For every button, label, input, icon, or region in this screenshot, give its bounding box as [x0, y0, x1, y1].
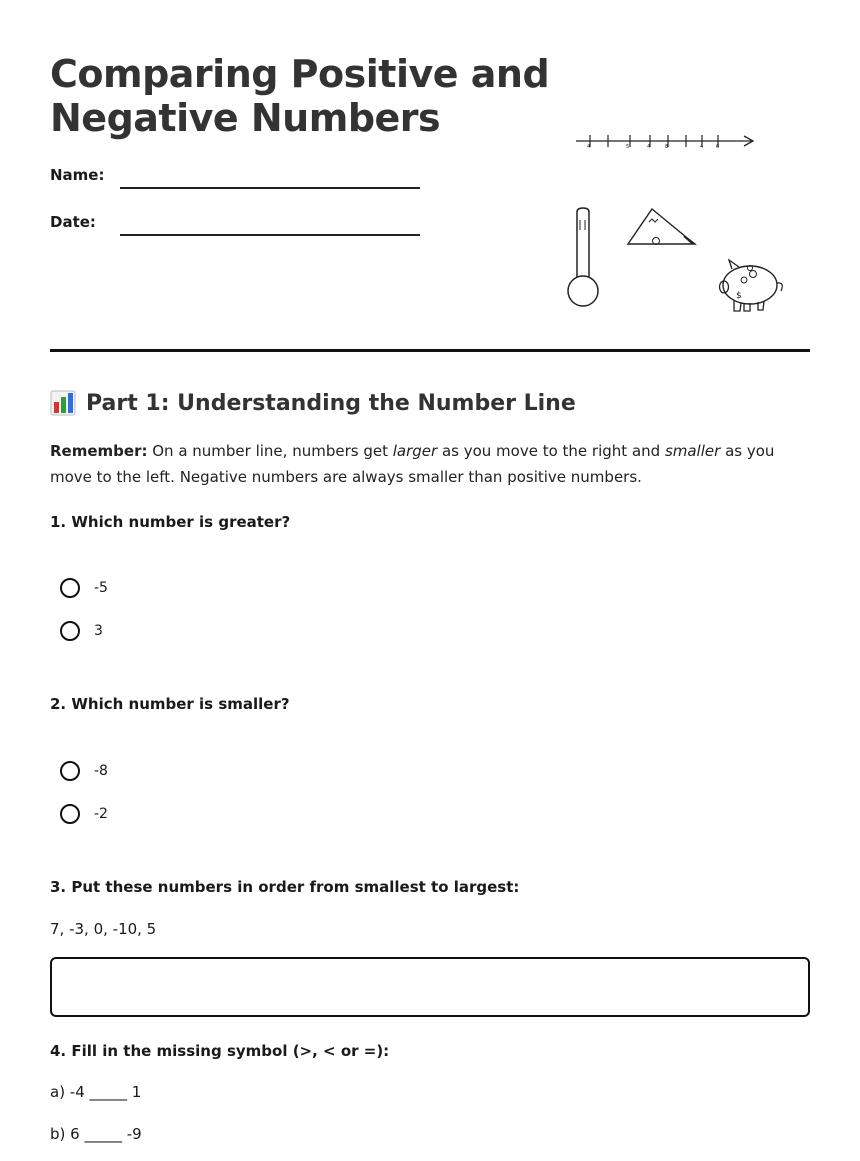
radio-button[interactable]: [60, 578, 80, 598]
remember-note: [50, 438, 820, 490]
svg-text:6: 6: [716, 144, 720, 150]
option-label: 3: [94, 623, 103, 639]
section-title: Part 1: Understanding the Number Line: [86, 390, 576, 416]
page-title: Comparing Positive and Negative Numbers: [50, 52, 550, 140]
question-3: 3. Put these numbers in order from smallest to largest:: [50, 878, 520, 896]
question-4: 4. Fill in the missing symbol (>, < or =):: [50, 1042, 390, 1060]
name-field[interactable]: [120, 187, 420, 189]
svg-text:4: 4: [700, 144, 704, 150]
remember-emphasis-smaller: smaller: [664, 442, 721, 460]
svg-text:4: 4: [647, 144, 651, 150]
remember-emphasis-larger: larger: [392, 442, 438, 460]
q3-answer-input[interactable]: [50, 957, 810, 1017]
thermometer-icon: [564, 206, 602, 310]
q2-option-2[interactable]: [60, 804, 108, 824]
radio-button[interactable]: [60, 761, 80, 781]
remember-text-1: On a number line, numbers get: [147, 442, 393, 460]
date-label: Date:: [50, 213, 96, 231]
name-label: Name:: [50, 166, 105, 184]
q1-option-1[interactable]: [60, 578, 108, 598]
q4-item-b: b) 6 _____ -9: [50, 1125, 142, 1143]
radio-button[interactable]: [60, 621, 80, 641]
radio-button[interactable]: [60, 804, 80, 824]
q3-numbers: 7, -3, 0, -10, 5: [50, 920, 157, 938]
section-header: [50, 390, 576, 416]
remember-label: Remember:: [50, 442, 148, 460]
question-2: 2. Which number is smaller?: [50, 695, 290, 713]
option-label: -8: [94, 763, 108, 779]
date-field[interactable]: [120, 234, 420, 236]
q2-option-1[interactable]: [60, 761, 108, 781]
svg-text:5: 5: [626, 144, 630, 150]
svg-text:8: 8: [665, 144, 669, 150]
option-label: -5: [94, 580, 108, 596]
remember-text-2: as you move to the right and: [437, 442, 665, 460]
option-label: -2: [94, 806, 108, 822]
q1-option-2[interactable]: [60, 621, 103, 641]
remember-text-3: as you move to the left. Negative numbers are always smaller than positive numbers.: [50, 442, 775, 486]
number-line-icon: [572, 128, 758, 154]
svg-text:$: $: [736, 291, 742, 301]
mountain-icon: [624, 205, 700, 249]
question-1: 1. Which number is greater?: [50, 513, 291, 531]
svg-text:4: 4: [587, 144, 591, 150]
q4-item-a: a) -4 _____ 1: [50, 1083, 142, 1101]
piggy-bank-icon: [714, 256, 788, 316]
bar-chart-icon: [50, 390, 76, 416]
header-divider: [50, 349, 810, 352]
